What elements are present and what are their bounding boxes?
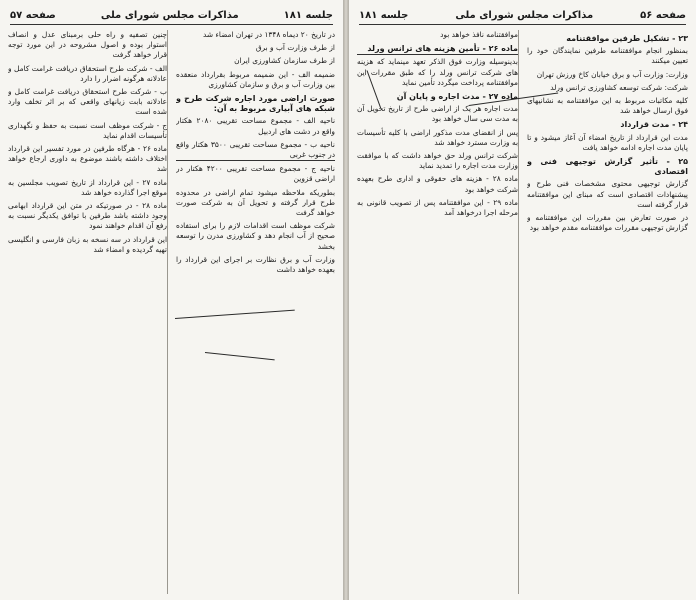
section-heading: ماده ۲۶ - تأمین هزینه های ترانس ورلد <box>357 44 518 55</box>
section-heading: ۲۵ - تأثیر گزارش توجیهی فنی و اقتصادی <box>527 157 688 177</box>
section-heading: ماده ۲۷ - مدت اجاره و پایان آن <box>396 92 518 102</box>
paragraph: در تاریخ ۲۰ دیماه ۱۳۴۸ در تهران امضاء شد <box>202 30 335 39</box>
section-heading: ۲۳ - تشکیل طرفین موافقتنامه <box>566 34 688 43</box>
paragraph: گزارش توجیهی محتوی مشخصات فنی طرح و پیشنهادات اقتصادی است که مبنای این موافقتنامه قرار گرفته است <box>527 179 688 209</box>
paragraph: ناحیه ج - مجموع مساحت تقریبی ۴۲۰۰ هکتار در اراضی قزوین <box>176 164 335 184</box>
right-page-header <box>359 6 686 25</box>
left-page-column-left <box>8 30 168 594</box>
paragraph: وزارت آب و برق نظارت بر اجرای این قرارداد را بعهده خواهد داشت <box>176 254 335 275</box>
paragraph: ناحیه الف - مجموع مساحت تقریبی ۲۰۸۰ هکتار واقع در دشت های اردبیل <box>176 116 335 136</box>
paragraph: بمنظور انجام موافقتنامه طرفین نمایندگان خود را تعیین میکنند <box>527 46 688 66</box>
section-heading: صورت اراضی مورد اجاره شرکت طرح و شبکه های آبیاری مربوط به آن: <box>176 94 335 114</box>
right-page <box>348 0 696 600</box>
paragraph: شرکت موظف است اقدامات لازم را برای استفاده صحیح از آب انجام دهد و کشاورزی مدرن را توسعه بخشد <box>176 221 335 251</box>
paragraph: ج - شرکت موظف است نسبت به حفظ و نگهداری تأسیسات اقدام نماید <box>8 120 167 140</box>
left-page-header <box>10 6 333 25</box>
right-page-title: مذاکرات مجلس شورای ملی <box>455 9 594 21</box>
paragraph: پس از انقضای مدت مذکور اراضی با کلیه تأسیسات به وزارت مسترد خواهد شد <box>357 127 518 147</box>
paragraph: شرکت ترانس ورلد حق خواهد داشت که با موافقت وزارت مدت اجاره را تمدید نماید <box>357 151 518 171</box>
paragraph: این قرارداد در سه نسخه به زبان فارسی و انگلیسی تهیه گردیده و امضاء شد <box>8 234 167 254</box>
paragraph: بطوریکه ملاحظه میشود تمام اراضی در محدوده طرح قرار گرفته و تحویل آن به شرکت صورت خواهد گرفت <box>176 187 335 218</box>
left-page-columns <box>8 30 335 594</box>
paragraph: ب - شرکت طرح استحقاق دریافت غرامت کامل و عادلانه بابت زیانهای واقعی که بر اثر تخلف وارد شده است <box>8 87 167 117</box>
right-page-column-right <box>527 30 688 594</box>
paragraph: ماده ۲۸ - هزینه های حقوقی و اداری طرح بعهده شرکت خواهد بود <box>357 174 518 194</box>
paragraph: مدت این قرارداد از تاریخ امضاء آن آغاز میشود و تا پایان مدت اجاره ادامه خواهد یافت <box>527 132 688 152</box>
left-page-number: صفحه ۵۷ <box>10 9 56 21</box>
paragraph: از طرف سازمان کشاورزی ایران <box>234 56 335 66</box>
paragraph: ماده ۲۶ - هرگاه طرفین در مورد تفسیر این قرارداد اختلاف داشته باشند موضوع به داوری ارجاع خواهد شد <box>8 144 167 174</box>
paragraph: بدینوسیله وزارت فوق الذکر تعهد مینماید که هزینه های شرکت ترانس ورلد را که طبق مقررات این موافقتنامه پرداخت میگردد تأمین نماید <box>357 57 518 87</box>
paragraph: چنین تصفیه و راه حلی برمبنای عدل و انصاف استوار بوده و اصول مشروحه در این مورد توجه قرار خواهد گرفت <box>8 30 167 60</box>
paragraph: ماده ۲۹ - این موافقتنامه پس از تصویب قانونی به مرحله اجرا درخواهد آمد <box>357 197 518 218</box>
paragraph: ماده ۲۷ - این قرارداد از تاریخ تصویب مجلسین به موقع اجرا گذارده خواهد شد <box>8 177 167 197</box>
paragraph: در صورت تعارض بین مقررات این موافقتنامه و گزارش توجیهی مقررات موافقتنامه مقدم خواهد بود <box>527 213 688 233</box>
paragraph: وزارت: وزارت آب و برق خیابان کاخ ورزش تهران <box>536 69 688 79</box>
left-page-session: جلسه ۱۸۱ <box>283 9 333 21</box>
paragraph: شرکت: شرکت توسعه کشاورزی ترانس ورلد <box>550 82 688 92</box>
paragraph: ماده ۲۸ - در صورتیکه در متن این قرارداد ابهامی وجود داشته باشد طرفین با توافق یکدیگر نسبت به رفع آن اقدام خواهند نمود <box>8 201 167 231</box>
paragraph: از طرف وزارت آب و برق <box>255 43 335 53</box>
paragraph: مدت اجاره هر یک از اراضی طرح از تاریخ تحویل آن به مدت سی سال خواهد بود <box>357 104 518 124</box>
right-page-column-left <box>357 30 519 594</box>
left-page-title: مذاکرات مجلس شورای ملی <box>100 9 239 21</box>
section-heading: ۲۴ - مدت قرارداد <box>620 120 688 130</box>
right-page-columns <box>357 30 688 594</box>
right-page-session: جلسه ۱۸۱ <box>359 9 409 21</box>
paragraph: کلیه مکاتبات مربوط به این موافقتنامه به نشانیهای فوق ارسال خواهد شد <box>527 96 688 116</box>
paragraph: ضمیمه الف - این ضمیمه مربوط بقرارداد منعقده بین وزارت آب و برق و سازمان کشاورزی <box>176 69 335 89</box>
paragraph: ناحیه ب - مجموع مساحت تقریبی ۳۵۰۰ هکتار واقع در جنوب غربی <box>176 140 335 161</box>
left-page <box>0 0 344 600</box>
paragraph: الف - شرکت طرح استحقاق دریافت غرامت کامل و عادلانه هرگونه اضرار را دارد <box>8 63 167 83</box>
paragraph: موافقتنامه نافذ خواهد بود <box>440 30 518 39</box>
right-page-number: صفحه ۵۶ <box>640 9 686 21</box>
